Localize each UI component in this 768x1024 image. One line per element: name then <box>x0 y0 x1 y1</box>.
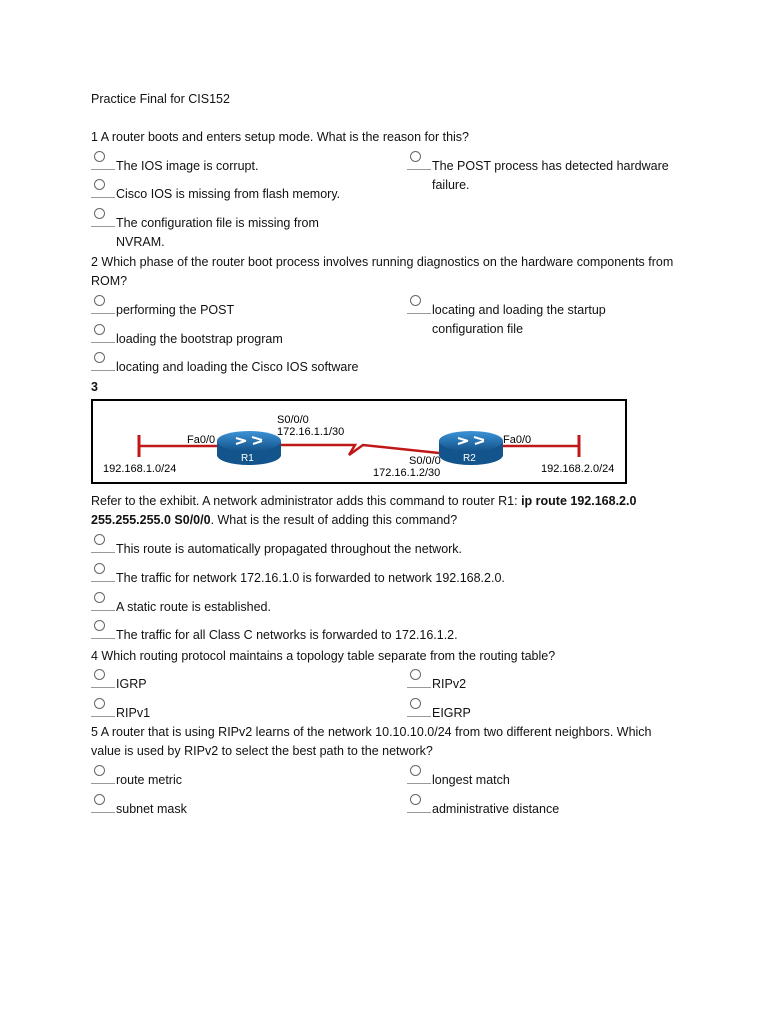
page-title: Practice Final for CIS152 <box>91 92 230 106</box>
q3-option-3[interactable] <box>91 598 591 617</box>
left-network-label: 192.168.1.0/24 <box>103 463 177 475</box>
option-label: performing the POST <box>116 303 235 317</box>
q2-option-1[interactable] <box>91 301 381 320</box>
q2-option-2[interactable] <box>91 330 381 349</box>
q2-option-3[interactable] <box>91 358 391 377</box>
radio-button[interactable] <box>407 763 427 783</box>
question-2-text: 2 Which phase of the router boot process involves running diagnostics on the hardware components from ROM? <box>91 255 674 288</box>
radio-button[interactable] <box>91 590 111 610</box>
r2-label: R2 <box>463 453 476 464</box>
r1-fa-port-label: Fa0/0 <box>187 434 216 446</box>
question-3-ask: . What is the result of adding this command? <box>210 513 458 527</box>
q5-option-3[interactable] <box>407 771 667 790</box>
radio-button[interactable] <box>407 792 427 812</box>
network-diagram <box>93 401 625 482</box>
option-label: This route is automatically propagated throughout the network. <box>116 542 463 556</box>
option-label: longest match <box>432 773 510 787</box>
option-label: locating and loading the startup configuration file <box>432 303 606 336</box>
q5-option-1[interactable] <box>91 771 381 790</box>
r1-label: R1 <box>241 453 254 464</box>
question-3-intro: Refer to the exhibit. A network administrator adds this command to router R1: <box>91 494 522 508</box>
option-label: route metric <box>116 773 182 787</box>
radio-button[interactable] <box>407 293 427 313</box>
option-label: EIGRP <box>432 706 471 720</box>
r1-serial-port-label: S0/0/0 <box>277 414 309 426</box>
option-label: loading the bootstrap program <box>116 332 283 346</box>
radio-button[interactable] <box>91 350 111 370</box>
q4-option-1[interactable] <box>91 675 381 694</box>
radio-button[interactable] <box>91 792 111 812</box>
question-1-text: 1 A router boots and enters setup mode. What is the reason for this? <box>91 130 469 144</box>
option-label: Cisco IOS is missing from flash memory. <box>116 187 341 201</box>
option-label: The IOS image is corrupt. <box>116 159 259 173</box>
radio-button[interactable] <box>407 667 427 687</box>
option-label: The POST process has detected hardware failure. <box>432 159 669 192</box>
option-label: administrative distance <box>432 802 560 816</box>
q1-option-2[interactable] <box>91 185 381 204</box>
question-5-text: 5 A router that is using RIPv2 learns of the network 10.10.10.0/24 from two different neighbors. Which value is used by RIPv2 to select the best path to the network? <box>91 725 652 758</box>
question-4-text: 4 Which routing protocol maintains a topology table separate from the routing table? <box>91 649 556 663</box>
serial-link <box>277 445 439 455</box>
q4-option-2[interactable] <box>91 704 381 723</box>
q4-option-4[interactable] <box>407 704 667 723</box>
question-3-command: ip route 192.168.2.0 255.255.255.0 S0/0/0 <box>91 494 637 527</box>
radio-button[interactable] <box>91 618 111 638</box>
option-label: RIPv1 <box>116 706 151 720</box>
question-3-text <box>91 492 671 530</box>
q5-option-2[interactable] <box>91 800 381 819</box>
option-label: IGRP <box>116 677 147 691</box>
radio-button[interactable] <box>407 696 427 716</box>
option-label: The traffic for all Class C networks is forwarded to 172.16.1.2. <box>116 628 458 642</box>
radio-button[interactable] <box>407 149 427 169</box>
right-network-label: 192.168.2.0/24 <box>541 463 615 475</box>
radio-button[interactable] <box>91 322 111 342</box>
option-label: subnet mask <box>116 802 187 816</box>
radio-button[interactable] <box>91 696 111 716</box>
r1-serial-ip-label: 172.16.1.1/30 <box>277 426 345 438</box>
r2-serial-port-label: S0/0/0 <box>409 455 441 467</box>
q3-option-4[interactable] <box>91 626 591 645</box>
q4-option-3[interactable] <box>407 675 667 694</box>
option-label: RIPv2 <box>432 677 467 691</box>
radio-button[interactable] <box>91 561 111 581</box>
q2-option-4[interactable] <box>407 301 637 339</box>
q1-option-1[interactable] <box>91 157 381 176</box>
option-label: The configuration file is missing from NVRAM. <box>116 216 319 249</box>
question-3-number: 3 <box>91 380 98 394</box>
q3-option-1[interactable] <box>91 540 591 559</box>
radio-button[interactable] <box>91 763 111 783</box>
radio-button[interactable] <box>91 177 111 197</box>
r2-serial-ip-label: 172.16.1.2/30 <box>373 467 441 479</box>
q1-option-3[interactable] <box>91 214 326 252</box>
radio-button[interactable] <box>91 293 111 313</box>
radio-button[interactable] <box>91 667 111 687</box>
radio-button[interactable] <box>91 149 111 169</box>
option-label: locating and loading the Cisco IOS software <box>116 360 359 374</box>
q3-option-2[interactable] <box>91 569 591 588</box>
option-label: The traffic for network 172.16.1.0 is forwarded to network 192.168.2.0. <box>116 571 505 585</box>
r2-fa-port-label: Fa0/0 <box>503 434 532 446</box>
radio-button[interactable] <box>91 532 111 552</box>
q5-option-4[interactable] <box>407 800 667 819</box>
q1-option-4[interactable] <box>407 157 682 195</box>
radio-button[interactable] <box>91 206 111 226</box>
option-label: A static route is established. <box>116 600 271 614</box>
network-exhibit <box>91 399 627 484</box>
